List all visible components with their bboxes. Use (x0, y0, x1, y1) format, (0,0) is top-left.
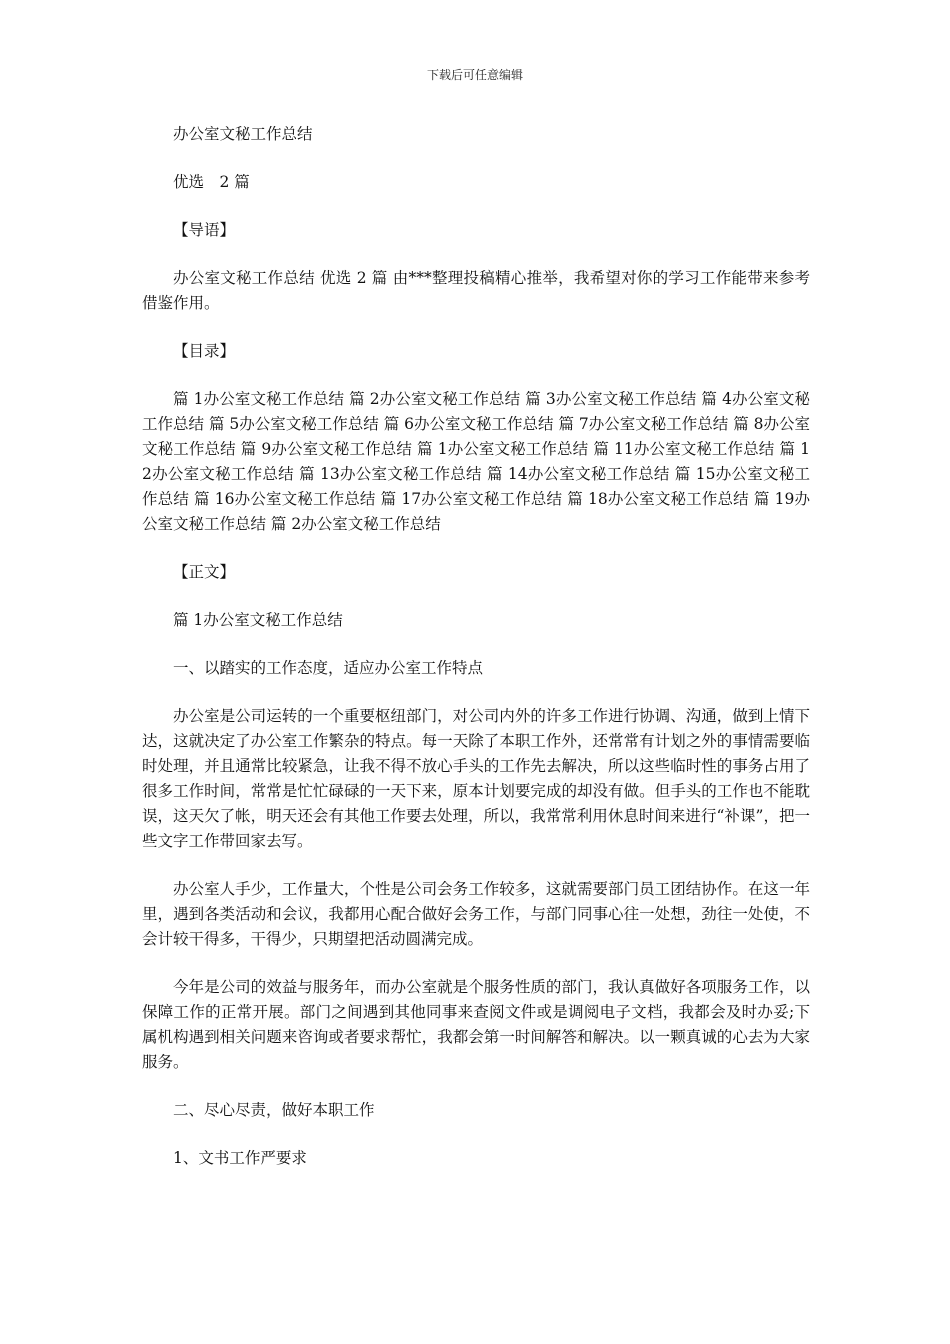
document-body (142, 122, 810, 1194)
section-heading-2: 二、尽心尽责，做好本职工作 (173, 1101, 375, 1119)
lead-paragraph: 办公室文秘工作总结 优选 2 篇 由***整理投稿精心推举，我希望对你的学习工作能带来参考借鉴作用。 (142, 269, 810, 312)
page-header: 下载后可任意编辑 (426, 68, 523, 82)
toc-heading: 【目录】 (173, 342, 236, 360)
lead-heading: 【导语】 (173, 221, 236, 239)
body-paragraph-1: 办公室是公司运转的一个重要枢纽部门，对公司内外的许多工作进行协调、沟通，做到上情下达，这就决定了办公室工作繁杂的特点。每一天除了本职工作外，还常常有计划之外的事情需要临时处理，并且通常比较紧急，让我不得不放心手头的工作先去解决，所以这些临时性的事务占用了很多工作时间，常常是忙忙碌碌的一天下来，原本计划要完成的却没有做。但手头的工作也不能耽误，这天欠了帐，明天还会有其他工作要去处理，所以，我常常利用休息时间来进行“补课”，把一些文字工作带回家去写。 (142, 707, 810, 850)
article-title: 篇 1办公室文秘工作总结 (173, 611, 343, 629)
section-heading-1: 一、以踏实的工作态度，适应办公室工作特点 (173, 659, 484, 677)
subsection-heading-1: 1、文书工作严要求 (173, 1149, 307, 1167)
document-title: 办公室文秘工作总结 (173, 125, 313, 143)
document-subtitle: 优选 2 篇 (173, 173, 250, 191)
toc-paragraph: 篇 1办公室文秘工作总结 篇 2办公室文秘工作总结 篇 3办公室文秘工作总结 篇 4办公室文秘工作总结 篇 5办公室文秘工作总结 篇 6办公室文秘工作总结 篇 7办公室文秘工作总结 篇 8办公室文秘工作总结 篇 9办公室文秘工作总结 篇 1办公室文秘工作总结 篇 11办公室文秘工作总结 篇 12办公室文秘工作总结 篇 13办公室文秘工作总结 篇 14办公室文秘工作总结 篇 15办公室文秘工作总结 篇 16办公室文秘工作总结 篇 17办公室文秘工作总结 篇 18办公室文秘工作总结 篇 19办公室文秘工作总结 篇 2办公室文秘工作总结 (142, 390, 810, 533)
body-paragraph-2: 办公室人手少，工作量大，个性是公司会务工作较多，这就需要部门员工团结协作。在这一年里，遇到各类活动和会议，我都用心配合做好会务工作，与部门同事心往一处想，劲往一处使，不会计较干得多，干得少，只期望把活动圆满完成。 (142, 880, 810, 948)
body-heading: 【正文】 (173, 563, 236, 581)
body-paragraph-3: 今年是公司的效益与服务年，而办公室就是个服务性质的部门，我认真做好各项服务工作，以保障工作的正常开展。部门之间遇到其他同事来查阅文件或是调阅电子文档，我都会及时办妥;下属机构遇到相关问题来咨询或者要求帮忙，我都会第一时间解答和解决。以一颗真诚的心去为大家服务。 (142, 978, 810, 1071)
